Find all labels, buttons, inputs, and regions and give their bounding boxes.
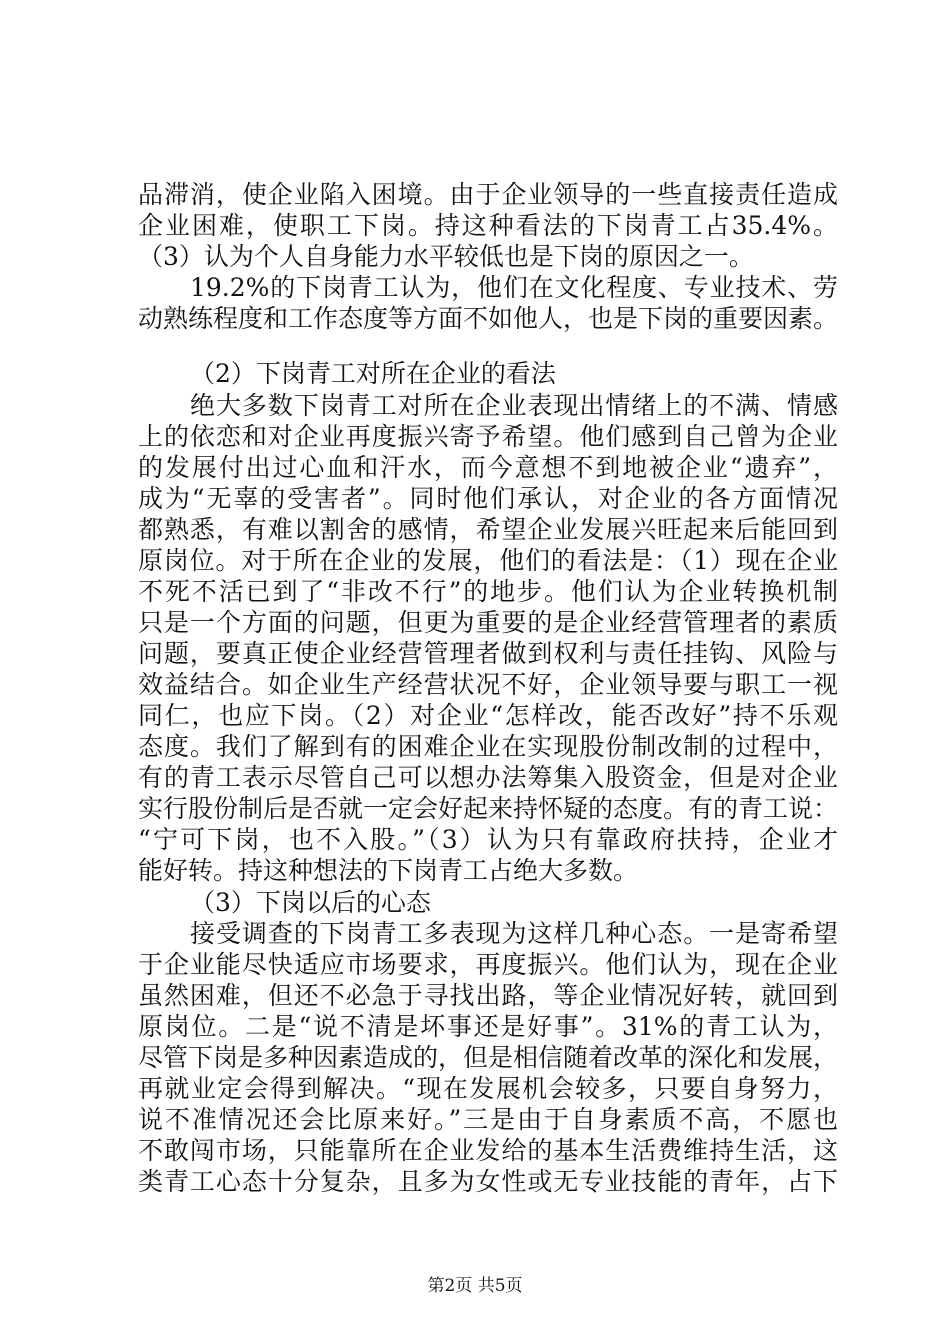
body-text-line: （3）认为个人自身能力水平较低也是下岗的原因之一。 — [138, 242, 754, 271]
body-text-line: 问题，要真正使企业经营管理者做到权利与责任挂钩、风险与 — [138, 639, 838, 668]
page-number-footer: 第2页 共5页 — [427, 1276, 523, 1296]
body-text-line: 于企业能尽快适应市场要求，再度振兴。他们认为，现在企业 — [138, 950, 838, 979]
body-text-line: 不死不活已到了“非改不行”的地步。他们认为企业转换机制 — [138, 577, 838, 606]
body-text-line: 19.2%的下岗青工认为，他们在文化程度、专业技术、劳 — [190, 273, 838, 302]
body-text-line: “宁可下岗，也不入股。”（3）认为只有靠政府扶持，企业才 — [138, 825, 838, 854]
body-text-line: 类青工心态十分复杂，且多为女性或无专业技能的青年，占下 — [138, 1167, 838, 1196]
body-text-line: 说不准情况还会比原来好。”三是由于自身素质不高，不愿也 — [138, 1105, 838, 1134]
body-text-line: 实行股份制后是否就一定会好起来持怀疑的态度。有的青工说： — [138, 794, 839, 823]
body-text-line: 成为“无辜的受害者”。同时他们承认，对企业的各方面情况 — [138, 484, 838, 513]
body-text-line: 再就业定会得到解决。“现在发展机会较多，只要自身努力， — [138, 1074, 838, 1103]
body-text-line: 态度。我们了解到有的困难企业在实现股份制改制的过程中， — [138, 732, 838, 761]
body-text-line: 企业困难，使职工下岗。持这种看法的下岗青工占35.4%。 — [138, 211, 838, 240]
body-text-line: 绝大多数下岗青工对所在企业表现出情绪上的不满、情感 — [190, 391, 838, 420]
body-text-line: 品滞消，使企业陷入困境。由于企业领导的一些直接责任造成 — [138, 180, 838, 209]
body-text-line: 动熟练程度和工作态度等方面不如他人，也是下岗的重要因素。 — [138, 304, 839, 333]
body-text-line: 都熟悉，有难以割舍的感情，希望企业发展兴旺起来后能回到 — [138, 515, 838, 544]
body-text-line: 虽然困难，但还不必急于寻找出路，等企业情况好转，就回到 — [138, 981, 838, 1010]
body-text-line: 原岗位。对于所在企业的发展，他们的看法是：（1）现在企业 — [138, 546, 838, 575]
body-text-line: 有的青工表示尽管自己可以想办法筹集入股资金，但是对企业 — [138, 763, 838, 792]
body-text-line: 上的依恋和对企业再度振兴寄予希望。他们感到自己曾为企业 — [138, 422, 838, 451]
section-heading: （2）下岗青工对所在企业的看法 — [190, 359, 556, 388]
body-text-line: 效益结合。如企业生产经营状况不好，企业领导要与职工一视 — [138, 670, 838, 699]
body-text-line: 同仁，也应下岗。（2）对企业“怎样改，能否改好”持不乐观 — [138, 701, 838, 730]
body-text-line: 不敢闯市场，只能靠所在企业发给的基本生活费维持生活，这 — [138, 1136, 838, 1165]
section-heading: （3）下岗以后的心态 — [190, 888, 431, 917]
body-text-line: 的发展付出过心血和汗水，而今意想不到地被企业“遗弃”， — [138, 453, 838, 482]
body-text-line: 只是一个方面的问题，但更为重要的是企业经营管理者的素质 — [138, 608, 838, 637]
body-text-line: 接受调查的下岗青工多表现为这样几种心态。一是寄希望 — [190, 919, 838, 948]
body-text-line: 能好转。持这种想法的下岗青工占绝大多数。 — [138, 856, 639, 885]
body-text-line: 原岗位。二是“说不清是坏事还是好事”。31%的青工认为， — [138, 1012, 838, 1041]
body-text-line: 尽管下岗是多种因素造成的，但是相信随着改革的深化和发展， — [138, 1043, 839, 1072]
